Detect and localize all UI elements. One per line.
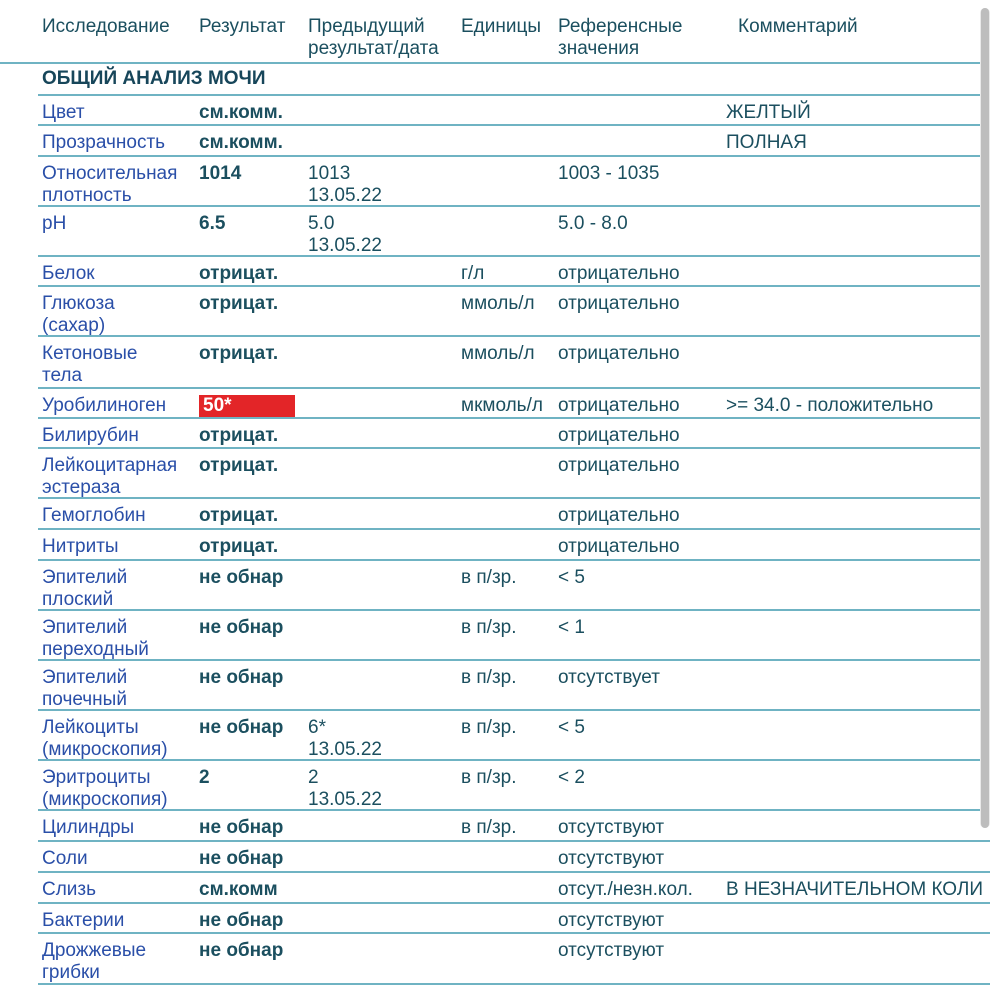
row-name: Гемоглобин xyxy=(42,505,146,526)
header-units: Единицы xyxy=(461,16,542,37)
row-previous: 6* 13.05.22 xyxy=(308,717,382,760)
row-name: Соли xyxy=(42,848,88,869)
table-row xyxy=(38,449,990,499)
header-comment: Комментарий xyxy=(738,16,858,37)
row-result: 1014 xyxy=(199,163,242,184)
row-name: Лейкоциты (микроскопия) xyxy=(42,717,168,760)
row-name: Билирубин xyxy=(42,425,139,446)
table-row xyxy=(38,711,990,761)
table-row xyxy=(38,904,990,934)
row-name: Дрожжевые грибки xyxy=(42,940,147,983)
row-name: Эпителий плоский xyxy=(42,567,128,610)
scrollbar-thumb[interactable] xyxy=(981,8,989,828)
table-row xyxy=(38,419,990,449)
table-row xyxy=(38,96,990,126)
row-result xyxy=(199,395,295,417)
table-row xyxy=(38,257,990,287)
row-reference: отрицательно xyxy=(558,536,680,557)
row-units: в п/зр. xyxy=(461,617,517,638)
row-reference: отсутствуют xyxy=(558,910,665,931)
table-row xyxy=(38,561,990,611)
row-reference: отсутствует xyxy=(558,667,660,688)
row-name: Глюкоза (сахар) xyxy=(42,293,115,336)
table-row xyxy=(38,611,990,661)
row-result: отрицат. xyxy=(199,536,279,557)
row-name: Кетоновые тела xyxy=(42,343,138,386)
row-units: в п/зр. xyxy=(461,817,517,838)
row-reference: отсутствуют xyxy=(558,940,665,961)
row-name: Нитриты xyxy=(42,536,119,557)
row-units: г/л xyxy=(461,263,485,284)
row-reference: отрицательно xyxy=(558,263,680,284)
row-reference: отсутствуют xyxy=(558,817,665,838)
row-reference: < 5 xyxy=(558,567,585,588)
row-name: Относительная плотность xyxy=(42,163,178,206)
row-comment: В НЕЗНАЧИТЕЛЬНОМ КОЛИ xyxy=(726,879,984,900)
header-previous: Предыдущий результат/дата xyxy=(308,16,439,59)
row-previous: 2 13.05.22 xyxy=(308,767,382,810)
row-result: отрицат. xyxy=(199,343,279,364)
row-name: pH xyxy=(42,213,67,234)
row-comment: >= 34.0 - положительно xyxy=(726,395,934,416)
row-result: см.комм xyxy=(199,879,278,900)
table-row xyxy=(38,157,990,207)
row-previous: 5.0 13.05.22 xyxy=(308,213,382,256)
row-name: Слизь xyxy=(42,879,97,900)
section-title: ОБЩИЙ АНАЛИЗ МОЧИ xyxy=(42,68,266,89)
row-result: не обнар xyxy=(199,667,284,688)
row-name: Белок xyxy=(42,263,95,284)
abnormal-result-flag: 50* xyxy=(199,395,295,417)
table-row xyxy=(38,530,990,561)
row-name: Эритроциты (микроскопия) xyxy=(42,767,168,810)
row-result: отрицат. xyxy=(199,293,279,314)
row-reference: < 1 xyxy=(558,617,585,638)
row-name: Цвет xyxy=(42,102,85,123)
table-row xyxy=(38,337,990,389)
row-reference: отрицательно xyxy=(558,455,680,476)
row-name: Уробилиноген xyxy=(42,395,167,416)
row-name: Эпителий почечный xyxy=(42,667,128,710)
row-comment: ПОЛНАЯ xyxy=(726,132,807,153)
table-row xyxy=(38,287,990,337)
row-result: не обнар xyxy=(199,910,284,931)
table-row xyxy=(38,499,990,530)
row-reference: отрицательно xyxy=(558,343,680,364)
table-row xyxy=(38,126,990,157)
row-name: Эпителий переходный xyxy=(42,617,149,660)
row-result: 6.5 xyxy=(199,213,226,234)
row-units: мкмоль/л xyxy=(461,395,543,416)
row-units: ммоль/л xyxy=(461,343,535,364)
row-units: в п/зр. xyxy=(461,767,517,788)
table-row xyxy=(38,207,990,257)
row-result: не обнар xyxy=(199,848,284,869)
row-units: в п/зр. xyxy=(461,717,517,738)
row-result: не обнар xyxy=(199,940,284,961)
row-reference: отрицательно xyxy=(558,293,680,314)
row-result: отрицат. xyxy=(199,425,279,446)
table-row xyxy=(38,842,990,873)
row-units: в п/зр. xyxy=(461,567,517,588)
row-previous: 1013 13.05.22 xyxy=(308,163,382,206)
table-row xyxy=(38,761,990,811)
row-reference: отсутствуют xyxy=(558,848,665,869)
row-reference: 5.0 - 8.0 xyxy=(558,213,628,234)
table-row xyxy=(38,389,990,419)
row-name: Бактерии xyxy=(42,910,125,931)
table-row xyxy=(38,873,990,904)
row-comment: ЖЕЛТЫЙ xyxy=(726,102,811,123)
row-reference: отрицательно xyxy=(558,505,680,526)
row-result: не обнар xyxy=(199,717,284,738)
row-units: в п/зр. xyxy=(461,667,517,688)
row-units: ммоль/л xyxy=(461,293,535,314)
header-result: Результат xyxy=(199,16,286,37)
row-result: не обнар xyxy=(199,567,284,588)
row-result: не обнар xyxy=(199,817,284,838)
row-reference: отрицательно xyxy=(558,425,680,446)
row-name: Цилиндры xyxy=(42,817,135,838)
row-result: отрицат. xyxy=(199,455,279,476)
row-result: не обнар xyxy=(199,617,284,638)
table-row xyxy=(38,661,990,711)
row-reference: 1003 - 1035 xyxy=(558,163,660,184)
row-reference: < 2 xyxy=(558,767,585,788)
row-result: отрицат. xyxy=(199,505,279,526)
table-row xyxy=(38,934,990,985)
row-result: см.комм. xyxy=(199,102,283,123)
header-study: Исследование xyxy=(42,16,170,37)
table-header xyxy=(0,0,990,64)
row-result: 2 xyxy=(199,767,210,788)
row-result: см.комм. xyxy=(199,132,283,153)
header-reference: Референсные значения xyxy=(558,16,683,59)
table-row xyxy=(38,811,990,842)
row-reference: отрицательно xyxy=(558,395,680,416)
row-result: отрицат. xyxy=(199,263,279,284)
row-name: Лейкоцитарная эстераза xyxy=(42,455,178,498)
row-name: Прозрачность xyxy=(42,132,166,153)
row-reference: отсут./незн.кол. xyxy=(558,879,693,900)
row-reference: < 5 xyxy=(558,717,585,738)
